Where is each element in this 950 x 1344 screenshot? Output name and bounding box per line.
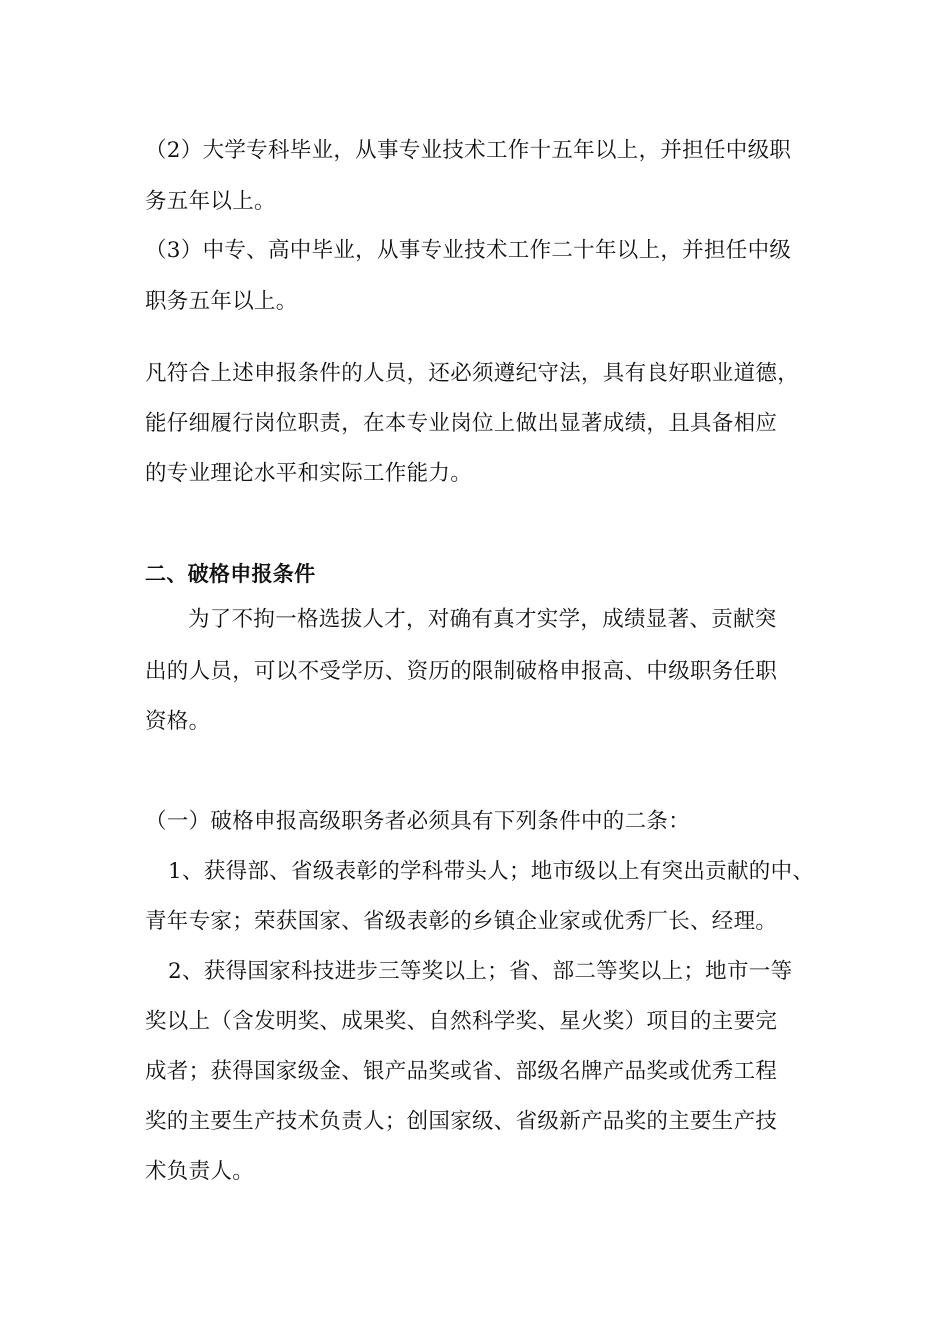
section-heading: 二、破格申报条件	[145, 562, 316, 586]
condition2-line1: 2、获得国家科技进步三等奖以上；省、部二等奖以上；地市一等	[168, 959, 793, 984]
intro-line1: 为了不拘一格选拔人才，对确有真才实学，成绩显著、贡献突	[188, 607, 777, 632]
condition1-line2: 青年专家；荣获国家、省级表彰的乡镇企业家或优秀厂长、经理。	[145, 909, 778, 934]
item2-line2: 务五年以上。	[145, 189, 276, 214]
subsection-title: （一）破格申报高级职务者必须具有下列条件中的二条：	[145, 809, 691, 834]
intro-line3: 资格。	[145, 709, 211, 734]
condition2-line2: 奖以上（含发明奖、成果奖、自然科学奖、星火奖）项目的主要完	[145, 1009, 778, 1034]
condition2-line4: 奖的主要生产技术负责人；创国家级、省级新产品奖的主要生产技	[145, 1109, 778, 1134]
condition2-line3: 成者；获得国家级金、银产品奖或省、部级名牌产品奖或优秀工程	[145, 1059, 778, 1084]
summary-line2: 能仔细履行岗位职责，在本专业岗位上做出显著成绩，且具备相应	[145, 411, 778, 436]
item3-line1: （3）中专、高中毕业，从事专业技术工作二十年以上，并担任中级	[145, 238, 792, 263]
condition2-line5: 术负责人。	[145, 1159, 255, 1184]
item3-line2: 职务五年以上。	[145, 289, 298, 314]
summary-line1: 凡符合上述申报条件的人员，还必须遵纪守法，具有良好职业道德，	[145, 361, 800, 386]
condition1-line1: 1、获得部、省级表彰的学科带头人；地市级以上有突出贡献的中、	[168, 859, 815, 884]
intro-line2: 出的人员，可以不受学历、资历的限制破格申报高、中级职务任职	[145, 659, 778, 684]
summary-line3: 的专业理论水平和实际工作能力。	[145, 461, 473, 486]
item2-line1: （2）大学专科毕业，从事专业技术工作十五年以上，并担任中级职	[145, 138, 792, 163]
